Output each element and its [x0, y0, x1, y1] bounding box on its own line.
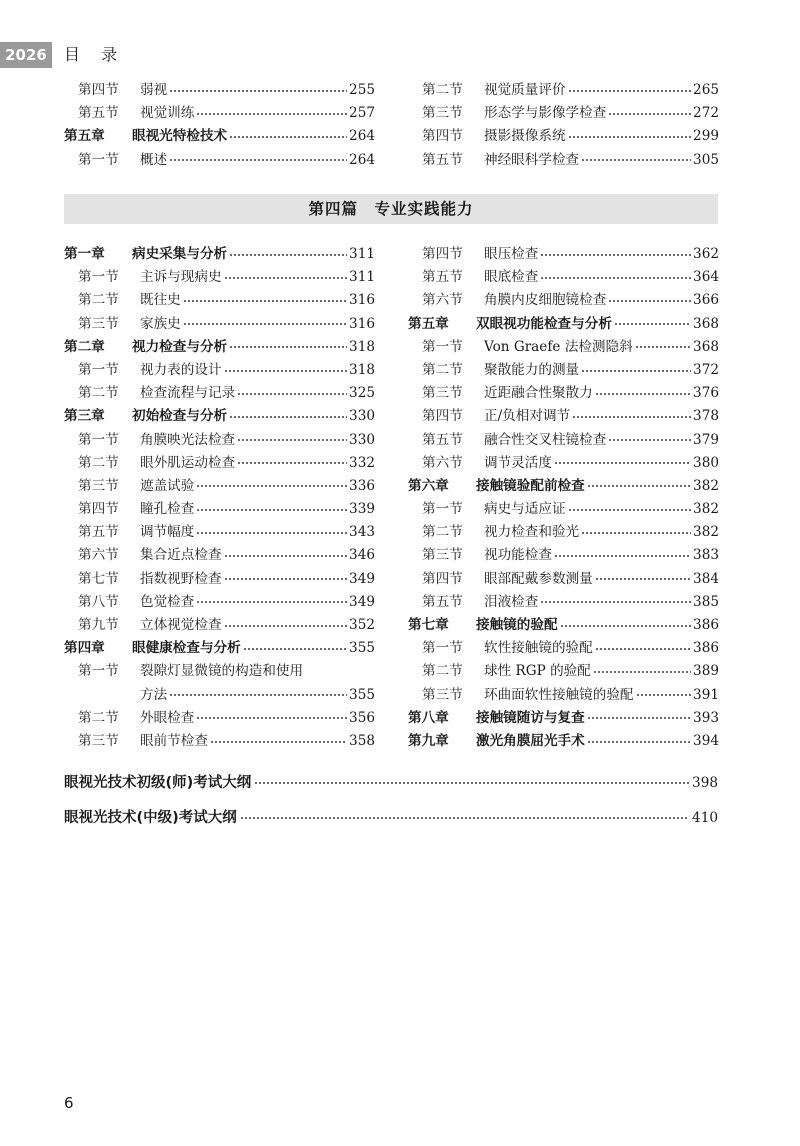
year-tab: 2026: [0, 42, 52, 68]
entry-title: 视力检查和验光: [484, 524, 580, 541]
toc-section-entry[interactable]: [408, 266, 719, 289]
toc-section-entry[interactable]: [408, 684, 719, 707]
entry-label: 第二节: [78, 709, 119, 726]
entry-title: 球性 RGP 的验配: [484, 663, 591, 680]
entry-label: 第二节: [78, 292, 119, 309]
entry-label: 第一节: [78, 663, 119, 680]
entry-label: 第五章: [408, 315, 449, 332]
entry-label: 第三节: [78, 732, 119, 749]
entry-title: 环曲面软性接触镜的验配: [484, 686, 634, 703]
toc-column-left: [64, 243, 375, 753]
entry-label: 第五节: [78, 524, 119, 541]
toc-section-entry[interactable]: [64, 544, 375, 567]
entry-label: 第四章: [64, 640, 105, 657]
entry-page: 382: [693, 524, 719, 541]
toc-section-entry[interactable]: [408, 637, 719, 660]
toc-section-entry[interactable]: [64, 452, 375, 475]
entry-label: 第二节: [422, 361, 463, 378]
entry-title: 检查流程与记录: [140, 385, 236, 402]
toc-section-entry[interactable]: [408, 568, 719, 591]
entry-label: 第一节: [422, 501, 463, 518]
entry-title: 眼底检查: [484, 269, 539, 286]
entry-title: 初始检查与分析: [132, 408, 228, 425]
toc-chapter-entry[interactable]: [408, 475, 719, 498]
toc-section-entry[interactable]: [408, 359, 719, 382]
toc-section-entry[interactable]: [64, 707, 375, 730]
entry-title: 摄影摄像系统: [484, 128, 566, 145]
entry-label: 第九节: [78, 617, 119, 633]
entry-title: 视力表的设计: [140, 361, 222, 378]
entry-page: 356: [349, 709, 375, 726]
entry-page: 346: [349, 547, 375, 564]
entry-title: 概述: [140, 151, 168, 168]
entry-page: 330: [349, 431, 375, 448]
entry-title: 视觉质量评价: [484, 82, 566, 98]
entry-title: 眼压检查: [484, 246, 539, 262]
entry-page: 352: [349, 617, 375, 633]
outline-entry-intermediate[interactable]: [64, 805, 718, 831]
entry-title: 指数视野检查: [140, 570, 222, 587]
toc-section-entry[interactable]: [64, 498, 375, 521]
entry-page: 379: [693, 431, 719, 448]
entry-title: 视觉训练: [140, 105, 195, 122]
leader-dots: [581, 156, 691, 164]
entry-title: 软性接触镜的验配: [484, 640, 593, 657]
leader-dots: [636, 691, 692, 699]
entry-title: 病史与适应证: [484, 501, 566, 518]
leader-dots: [229, 343, 347, 351]
toc-column-right: [408, 243, 719, 753]
entry-page: 305: [693, 151, 719, 168]
entry-page: 330: [349, 408, 375, 425]
entry-label: 第五节: [78, 105, 119, 122]
entry-title: 接触镜验配前检查: [476, 477, 585, 494]
leader-dots: [608, 110, 691, 118]
entry-title: Von Graefe 法检测隐斜: [484, 338, 633, 355]
toc-chapter-entry[interactable]: [408, 313, 719, 336]
entry-title: 眼视光特检技术: [132, 128, 228, 145]
entry-label: 第二节: [422, 663, 463, 680]
entry-title: 激光角膜屈光手术: [476, 732, 585, 749]
section-title: 第四篇 专业实践能力: [64, 194, 718, 224]
entry-label: 第三节: [78, 477, 119, 494]
entry-page: 383: [693, 547, 719, 564]
toc-chapter-entry[interactable]: [64, 637, 375, 660]
entry-page: 382: [693, 501, 719, 518]
entry-label: 第五章: [64, 128, 105, 145]
entry-page: 389: [693, 663, 719, 680]
entry-label: 第八章: [408, 709, 449, 726]
toc-chapter-entry[interactable]: [64, 336, 375, 359]
entry-title: 眼部配戴参数测量: [484, 570, 593, 587]
leader-dots: [243, 645, 347, 653]
toc-section-entry[interactable]: [64, 660, 375, 683]
entry-title: 双眼视功能检查与分析: [476, 315, 612, 332]
entry-page: 265: [693, 82, 719, 98]
entry-page: 336: [349, 477, 375, 494]
leader-dots: [196, 714, 347, 722]
leader-dots: [572, 413, 691, 421]
entry-label: 第二章: [64, 338, 105, 355]
toc-section-entry[interactable]: [64, 313, 375, 336]
toc-section-entry[interactable]: [408, 660, 719, 683]
leader-dots: [595, 645, 691, 653]
entry-page: 368: [693, 315, 719, 332]
leader-dots: [196, 506, 347, 514]
entry-label: 第四节: [422, 246, 463, 262]
page-number: 6: [64, 1094, 74, 1112]
leader-dots: [608, 436, 691, 444]
toc-section-entry[interactable]: [408, 79, 719, 102]
header-title: 目 录: [64, 45, 126, 64]
entry-page: 364: [693, 269, 719, 286]
leader-dots: [183, 297, 347, 305]
entry-title: 角膜内皮细胞镜检查: [484, 292, 607, 309]
entry-page: 376: [693, 385, 719, 402]
outline-title: 眼视光技术初级(师)考试大纲: [64, 775, 252, 791]
leader-dots: [183, 320, 347, 328]
leader-dots: [587, 482, 691, 490]
leader-dots: [237, 459, 347, 467]
entry-page: 358: [349, 732, 375, 749]
leader-dots: [169, 156, 347, 164]
entry-page: 382: [693, 477, 719, 494]
entry-title: 既往史: [140, 292, 181, 309]
leader-dots: [229, 251, 347, 259]
leader-dots: [224, 367, 347, 375]
toc-section-entry[interactable]: [64, 591, 375, 614]
toc-section-entry[interactable]: [408, 498, 719, 521]
entry-title: 眼前节检查: [140, 732, 208, 749]
leader-dots: [196, 598, 347, 606]
toc-section-entry[interactable]: [408, 405, 719, 428]
toc-section-entry[interactable]: [408, 452, 719, 475]
entry-label: 第五节: [422, 269, 463, 286]
entry-title: 主诉与现病史: [140, 269, 222, 286]
entry-label: 第二节: [422, 524, 463, 541]
entry-label: 第七节: [78, 570, 119, 587]
outline-page: 398: [692, 775, 718, 791]
leader-dots: [196, 529, 347, 537]
entry-page: 380: [693, 454, 719, 471]
entry-label: 第八节: [78, 593, 119, 610]
toc-chapter-entry[interactable]: [64, 243, 375, 266]
leader-dots: [196, 482, 347, 490]
leader-dots: [540, 274, 691, 282]
leader-dots: [614, 320, 691, 328]
toc-section-entry[interactable]: [408, 336, 719, 359]
leader-dots: [554, 459, 691, 467]
entry-label: 第一节: [78, 361, 119, 378]
entry-label: 第四节: [422, 570, 463, 587]
entry-page: 349: [349, 570, 375, 587]
toc-section-entry[interactable]: [64, 289, 375, 312]
entry-title: 色觉检查: [140, 593, 195, 610]
entry-page: 316: [349, 315, 375, 332]
entry-page: 386: [693, 617, 719, 633]
entry-label: 第三节: [422, 547, 463, 564]
leader-dots: [568, 133, 691, 141]
entry-page: 318: [349, 338, 375, 355]
leader-dots: [224, 552, 347, 560]
toc-section-entry[interactable]: [408, 289, 719, 312]
toc-section-entry[interactable]: [408, 544, 719, 567]
entry-page: 378: [693, 408, 719, 425]
toc-section-entry[interactable]: [64, 266, 375, 289]
entry-label: 第九章: [408, 732, 449, 749]
entry-title: 外眼检查: [140, 709, 195, 726]
entry-title: 方法: [140, 686, 168, 703]
entry-label: 第二节: [78, 385, 119, 402]
entry-title: 弱视: [140, 82, 168, 98]
leader-dots: [595, 575, 691, 583]
entry-label: 第五节: [422, 593, 463, 610]
leader-dots: [554, 552, 691, 560]
entry-label: 第三章: [64, 408, 105, 425]
toc-section-entry[interactable]: [64, 102, 375, 125]
entry-page: 339: [349, 501, 375, 518]
leader-dots: [587, 738, 691, 746]
entry-page: 355: [349, 686, 375, 703]
entry-label: 第二节: [78, 454, 119, 471]
entry-label: 第四节: [422, 408, 463, 425]
toc-chapter-entry[interactable]: [64, 125, 375, 148]
entry-title: 接触镜随访与复查: [476, 709, 585, 726]
entry-page: 368: [693, 338, 719, 355]
entry-page: 255: [349, 82, 375, 98]
entry-page: 311: [349, 246, 375, 262]
page-header: [0, 42, 800, 68]
leader-dots: [169, 691, 347, 699]
leader-dots: [540, 598, 691, 606]
toc-chapter-entry[interactable]: [408, 730, 719, 753]
leader-dots: [169, 87, 347, 95]
entry-title: 角膜映光法检查: [140, 431, 236, 448]
entry-title: 近距融合性聚散力: [484, 385, 593, 402]
leader-dots: [210, 738, 347, 746]
entry-label: 第七章: [408, 617, 449, 633]
toc-section-entry[interactable]: [408, 125, 719, 148]
entry-page: 385: [693, 593, 719, 610]
toc-section-entry[interactable]: [64, 521, 375, 544]
leader-dots: [224, 274, 347, 282]
toc-chapter-entry[interactable]: [408, 707, 719, 730]
entry-page: 394: [693, 732, 719, 749]
leader-dots: [568, 506, 691, 514]
entry-page: 362: [693, 246, 719, 262]
entry-page: 311: [349, 269, 375, 286]
entry-title: 调节灵活度: [484, 454, 552, 471]
entry-title: 视功能检查: [484, 547, 552, 564]
entry-page: 372: [693, 361, 719, 378]
toc-section-entry[interactable]: [64, 79, 375, 102]
entry-page: 393: [693, 709, 719, 726]
entry-page: 384: [693, 570, 719, 587]
entry-page: 366: [693, 292, 719, 309]
leader-dots: [581, 367, 691, 375]
entry-label: 第四节: [78, 82, 119, 98]
entry-label: 第一章: [64, 246, 105, 262]
entry-page: 264: [349, 128, 375, 145]
toc-chapter-entry[interactable]: [64, 405, 375, 428]
entry-title: 眼健康检查与分析: [132, 640, 241, 657]
entry-label: 第一节: [78, 269, 119, 286]
entry-page: 264: [349, 151, 375, 168]
entry-title: 聚散能力的测量: [484, 361, 580, 378]
leader-dots: [229, 133, 347, 141]
entry-title: 正/负相对调节: [484, 408, 571, 425]
entry-label: 第一节: [78, 431, 119, 448]
entry-title: 调节幅度: [140, 524, 195, 541]
toc-section-entry[interactable]: [64, 730, 375, 753]
entry-page: 391: [693, 686, 719, 703]
entry-label: 第六节: [422, 454, 463, 471]
entry-title: 融合性交叉柱镜检查: [484, 431, 607, 448]
toc-section-entry[interactable]: [408, 429, 719, 452]
outline-title: 眼视光技术(中级)考试大纲: [64, 810, 237, 826]
entry-title: 形态学与影像学检查: [484, 105, 607, 122]
entry-label: 第三节: [78, 315, 119, 332]
entry-page: 355: [349, 640, 375, 657]
entry-page: 349: [349, 593, 375, 610]
entry-page: 386: [693, 640, 719, 657]
leader-dots: [224, 622, 347, 630]
outline-page: 410: [692, 810, 718, 826]
entry-title: 泪液检查: [484, 593, 539, 610]
leader-dots: [581, 529, 691, 537]
leader-dots: [593, 668, 691, 676]
leader-dots: [237, 390, 347, 398]
entry-title: 接触镜的验配: [476, 617, 558, 633]
leader-dots: [224, 575, 347, 583]
entry-label: 第三节: [422, 686, 463, 703]
entry-title: 裂隙灯显微镜的构造和使用: [140, 663, 304, 680]
entry-title: 神经眼科学检查: [484, 151, 580, 168]
entry-page: 325: [349, 385, 375, 402]
entry-label: 第五节: [422, 151, 463, 168]
entry-label: 第六节: [78, 547, 119, 564]
outline-entry-junior[interactable]: [64, 770, 718, 796]
entry-title: 遮盖试验: [140, 477, 195, 494]
toc-section-entry[interactable]: [64, 475, 375, 498]
entry-page: 343: [349, 524, 375, 541]
toc-section-entry[interactable]: [64, 684, 375, 707]
leader-dots: [240, 814, 689, 822]
entry-title: 立体视觉检查: [140, 617, 222, 633]
toc-section-entry[interactable]: [64, 429, 375, 452]
leader-dots: [595, 390, 691, 398]
leader-dots: [229, 413, 347, 421]
toc-section-entry[interactable]: [408, 102, 719, 125]
toc-section-entry[interactable]: [408, 521, 719, 544]
entry-label: 第三节: [422, 385, 463, 402]
entry-title: 家族史: [140, 315, 181, 332]
toc-section-entry[interactable]: [408, 243, 719, 266]
leader-dots: [540, 251, 691, 259]
toc-section-entry[interactable]: [64, 382, 375, 405]
entry-page: 318: [349, 361, 375, 378]
entry-label: 第六章: [408, 477, 449, 494]
entry-title: 瞳孔检查: [140, 501, 195, 518]
entry-title: 病史采集与分析: [132, 246, 228, 262]
entry-label: 第四节: [78, 501, 119, 518]
toc-section-entry[interactable]: [64, 614, 375, 637]
toc-chapter-entry[interactable]: [408, 614, 719, 637]
leader-dots: [568, 87, 691, 95]
entry-page: 316: [349, 292, 375, 309]
toc-section-entry[interactable]: [408, 591, 719, 614]
toc-column-top-left: [64, 79, 375, 172]
entry-page: 272: [693, 105, 719, 122]
entry-label: 第一节: [422, 640, 463, 657]
leader-dots: [635, 343, 691, 351]
leader-dots: [587, 714, 691, 722]
entry-label: 第一节: [78, 151, 119, 168]
toc-column-top-right: [408, 79, 719, 172]
entry-title: 眼外肌运动检查: [140, 454, 236, 471]
toc-section-entry[interactable]: [64, 359, 375, 382]
leader-dots: [560, 622, 691, 630]
entry-title: 视力检查与分析: [132, 338, 228, 355]
entry-page: 257: [349, 105, 375, 122]
entry-label: 第四节: [422, 128, 463, 145]
toc-section-entry[interactable]: [408, 149, 719, 172]
entry-label: 第五节: [422, 431, 463, 448]
toc-section-entry[interactable]: [64, 149, 375, 172]
leader-dots: [196, 110, 347, 118]
entry-label: 第六节: [422, 292, 463, 309]
leader-dots: [237, 436, 347, 444]
entry-label: 第三节: [422, 105, 463, 122]
entry-label: 第一节: [422, 338, 463, 355]
entry-page: 299: [693, 128, 719, 145]
toc-section-entry[interactable]: [64, 568, 375, 591]
toc-section-entry[interactable]: [408, 382, 719, 405]
entry-page: 332: [349, 454, 375, 471]
leader-dots: [254, 779, 689, 787]
leader-dots: [608, 297, 691, 305]
entry-title: 集合近点检查: [140, 547, 222, 564]
entry-label: 第二节: [422, 82, 463, 98]
